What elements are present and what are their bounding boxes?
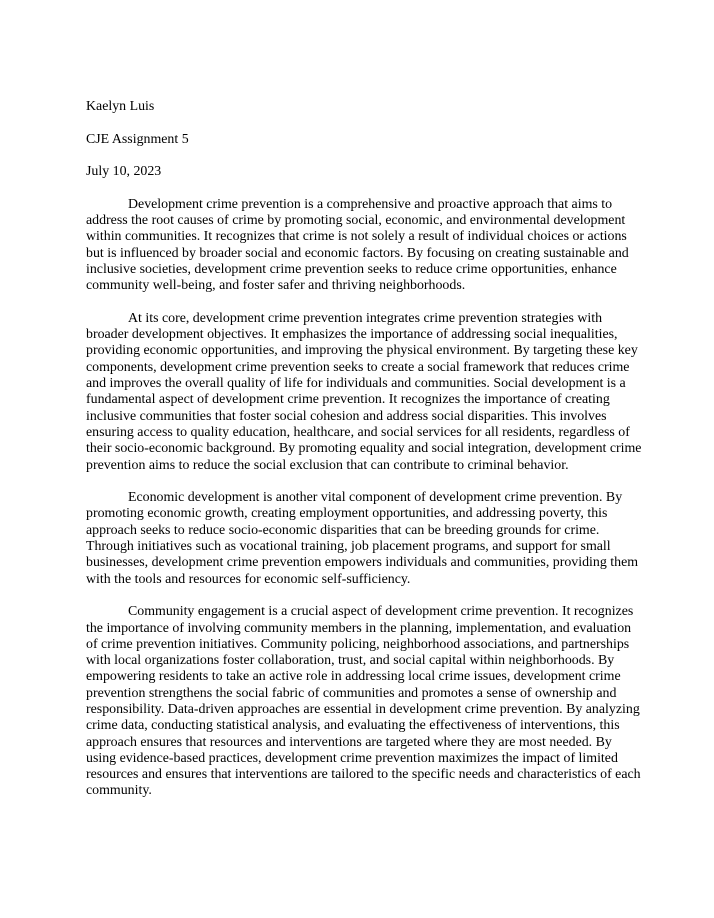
body-paragraph: Community engagement is a crucial aspect of development crime prevention. It recognizes the importance of involving community members in the planning, implementation, and evaluation of crime prevention initiatives. Community policing, neighborhood associations, and partnerships with local organizations foster collaboration, trust, and social capital within neighborhoods. By empowering residents to take an active role in addressing local crime issues, development crime prevention strengthens the social fabric of communities and promotes a sense of ownership and responsibility. Data-driven approaches are essential in development crime prevention. By analyzing crime data, conducting statistical analysis, and evaluating the effectiveness of interventions, this approach ensures that resources and interventions are targeted where they are most needed. By using evidence-based practices, development crime prevention maximizes the impact of limited resources and ensures that interventions are tailored to the specific needs and characteristics of each community. bbox=[86, 604, 641, 799]
document-content bbox=[86, 99, 642, 800]
author-name: Kaelyn Luis bbox=[86, 99, 155, 114]
body-paragraph: At its core, development crime prevention integrates crime prevention strategies with broader development objectives. It emphasizes the importance of addressing social inequalities, providing economic opportunities, and improving the physical environment. By targeting these key components, development crime prevention seeks to create a social framework that reduces crime and improves the overall quality of life for individuals and communities. Social development is a fundamental aspect of development crime prevention. It recognizes the importance of creating inclusive communities that foster social cohesion and address social disparities. This involves ensuring access to quality education, healthcare, and social services for all residents, regardless of their socio-economic background. By promoting equality and social integration, development crime prevention aims to reduce the social exclusion that can contribute to criminal behavior. bbox=[86, 310, 642, 473]
document-date: July 10, 2023 bbox=[86, 164, 162, 180]
assignment-title: CJE Assignment 5 bbox=[86, 131, 189, 147]
body-paragraph: Economic development is another vital component of development crime prevention. By promoting economic growth, creating employment opportunities, and addressing poverty, this approach seeks to reduce socio-economic disparities that can be breeding grounds for crime. Through initiatives such as vocational training, job placement programs, and support for small businesses, development crime prevention empowers individuals and communities, providing them with the tools and resources for economic self-sufficiency. bbox=[86, 490, 639, 587]
body-paragraph: Development crime prevention is a comprehensive and proactive approach that aims to address the root causes of crime by promoting social, economic, and environmental development within communities. It recognizes that crime is not solely a result of individual choices or actions but is influenced by broader social and economic factors. By focusing on creating sustainable and inclusive societies, development crime prevention seeks to reduce crime opportunities, enhance community well-being, and foster safer and thriving neighborhoods. bbox=[86, 196, 629, 294]
